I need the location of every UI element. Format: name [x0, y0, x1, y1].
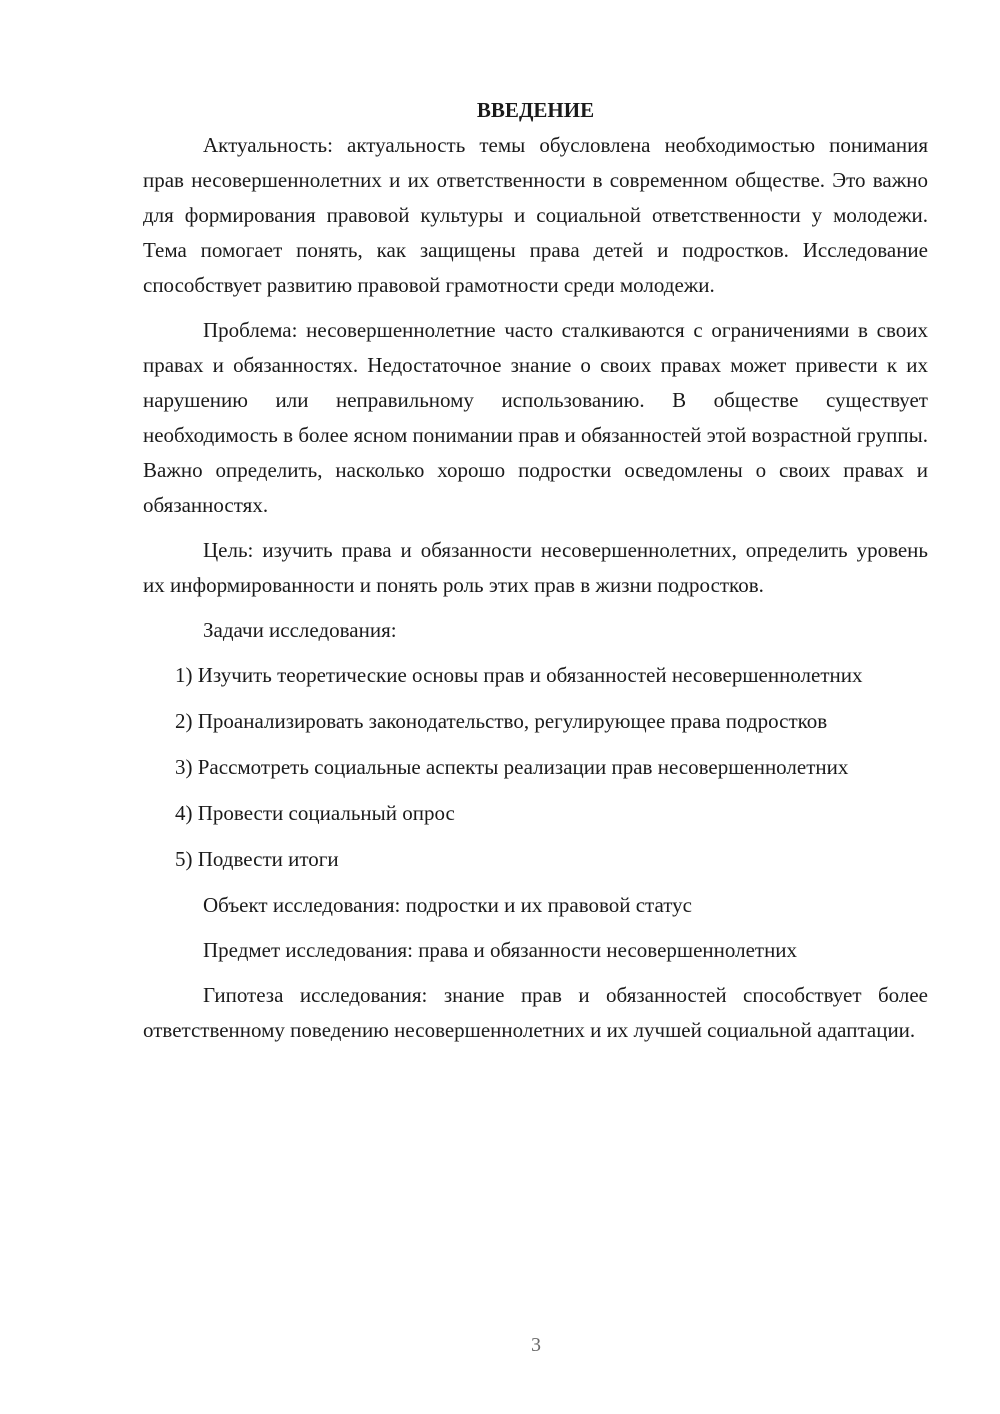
- relevance-paragraph: Актуальность: актуальность темы обусловлена необходимостью понимания прав несовершеннолетних и их ответственности в современном обществе. Это важно для формирования правовой культуры и социальной ответственности у молодежи. Тема помогает понять, как защищены права детей и подростков. Исследование способствует развитию правовой грамотности среди молодежи.: [143, 133, 928, 297]
- page-number: 3: [531, 1334, 541, 1356]
- research-hypothesis: Гипотеза исследования: знание прав и обязанностей способствует более ответственному поведению несовершеннолетних и их лучшей социальной адаптации.: [143, 983, 928, 1042]
- task-item-1: 1) Изучить теоретические основы прав и обязанностей несовершеннолетних: [175, 663, 863, 687]
- document-page: [143, 95, 928, 1058]
- research-subject: Предмет исследования: права и обязанности несовершеннолетних: [203, 938, 798, 962]
- goal-paragraph: Цель: изучить права и обязанности несовершеннолетних, определить уровень их информированности и понять роль этих прав в жизни подростков.: [143, 538, 928, 597]
- task-item-4: 4) Провести социальный опрос: [175, 801, 455, 825]
- task-item-2: 2) Проанализировать законодательство, регулирующее права подростков: [175, 709, 828, 733]
- task-item-5: 5) Подвести итоги: [175, 847, 339, 871]
- research-object: Объект исследования: подростки и их правовой статус: [203, 893, 692, 917]
- tasks-heading: Задачи исследования:: [203, 618, 397, 642]
- page-title: ВВЕДЕНИЕ: [476, 98, 595, 122]
- problem-paragraph: Проблема: несовершеннолетние часто сталкиваются с ограничениями в своих правах и обязанностях. Недостаточное знание о своих правах может привести к их нарушению или неправильному использованию. В обществе существует необходимость в более ясном понимании прав и обязанностей этой возрастной группы. Важно определить, насколько хорошо подростки осведомлены о своих правах и обязанностях.: [143, 318, 928, 517]
- task-item-3: 3) Рассмотреть социальные аспекты реализации прав несовершеннолетних: [175, 755, 849, 779]
